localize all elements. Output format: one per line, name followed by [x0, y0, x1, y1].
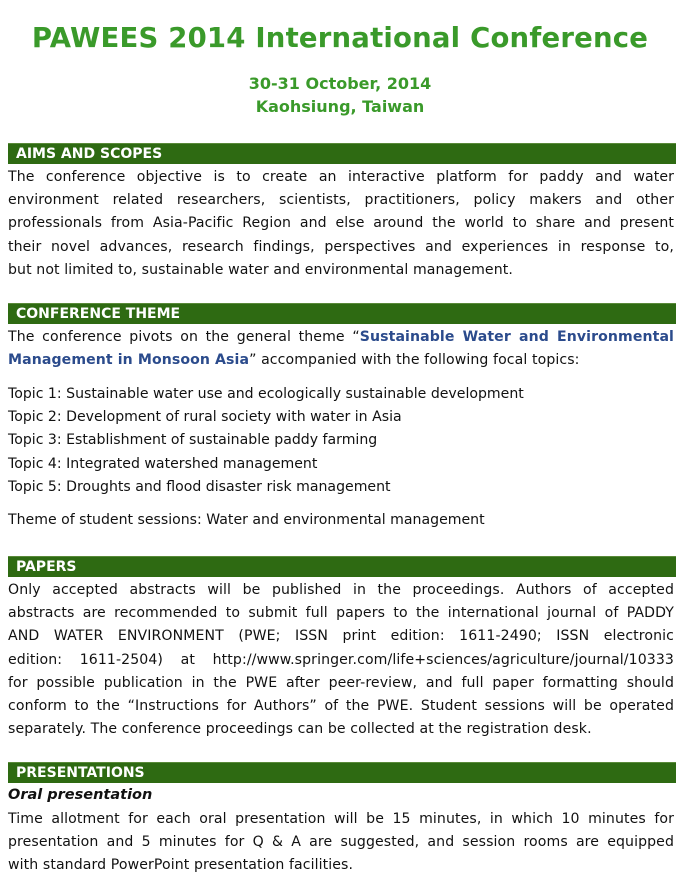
presentations-line: Time allotment for each oral presentation will be 15 minutes, in which 10 minutes for — [8, 811, 674, 827]
theme-highlight: Sustainable Water and Environmental — [359, 329, 674, 345]
theme-intro-suffix: ” accompanied with the following focal topics: — [249, 352, 580, 369]
theme-intro — [8, 326, 674, 372]
papers-line: AND WATER ENVIRONMENT (PWE; ISSN print edition: 1611-2490; ISSN electronic — [8, 628, 674, 645]
theme-intro-line — [8, 326, 674, 349]
list-item: Topic 2: Development of rural society with water in Asia — [8, 409, 402, 426]
papers-line: for possible publication in the PWE after peer-review, and full paper formatting should — [8, 674, 674, 691]
papers-line: abstracts are recommended to submit full papers to the international journal of PADDY — [8, 605, 674, 622]
oral-presentation-subheading: Oral presentation — [8, 787, 153, 803]
presentations-line: presentation and 5 minutes for Q & A are suggested, and session rooms are equipped — [8, 834, 674, 851]
papers-line: conform to the “Instructions for Authors” of the PWE. Student sessions will be operated — [8, 698, 674, 715]
list-item: Topic 1: Sustainable water use and ecologically sustainable development — [8, 386, 524, 402]
conference-dates: 30-31 October, 2014 — [248, 74, 432, 93]
topic-list — [8, 383, 668, 499]
aims-line: environment related researchers, scientists, practitioners, policy makers and other — [8, 192, 674, 209]
theme-intro-line — [8, 349, 674, 372]
section-header-presentations: PRESENTATIONS — [8, 762, 676, 783]
section-header-papers: PAPERS — [8, 556, 676, 577]
presentations-line: with standard PowerPoint presentation facilities. — [8, 857, 354, 874]
page-title: PAWEES 2014 International Conference — [31, 22, 649, 54]
aims-paragraph — [8, 166, 674, 282]
section-header-aims: AIMS AND SCOPES — [8, 143, 676, 164]
aims-line: professionals from Asia-Pacific Region and else around the world to share and present — [8, 215, 674, 232]
section-header-theme: CONFERENCE THEME — [8, 303, 676, 324]
papers-paragraph — [8, 579, 674, 741]
list-item: Topic 3: Establishment of sustainable paddy farming — [8, 432, 378, 449]
list-item: Topic 4: Integrated watershed management — [8, 455, 318, 472]
aims-line: The conference objective is to create an interactive platform for paddy and water — [8, 169, 674, 185]
papers-line: separately. The conference proceedings can be collected at the registration desk. — [8, 721, 592, 738]
conference-location: Kaohsiung, Taiwan — [255, 97, 425, 116]
student-theme: Theme of student sessions: Water and environmental management — [8, 512, 485, 528]
presentations-paragraph — [8, 808, 674, 878]
papers-line: edition: 1611-2504) at http://www.springer.com/life+sciences/agriculture/journal/10333 — [8, 651, 674, 668]
aims-line: but not limited to, sustainable water and environmental management. — [8, 261, 513, 278]
theme-highlight: Management in Monsoon Asia — [8, 352, 250, 369]
theme-intro-prefix: The conference pivots on the general theme “ — [8, 329, 360, 345]
papers-line: Only accepted abstracts will be published in the proceedings. Authors of accepted — [8, 582, 674, 598]
aims-line: their novel advances, research findings, perspectives and experiences in response to, — [8, 238, 674, 255]
list-item: Topic 5: Droughts and flood disaster risk management — [8, 478, 391, 495]
